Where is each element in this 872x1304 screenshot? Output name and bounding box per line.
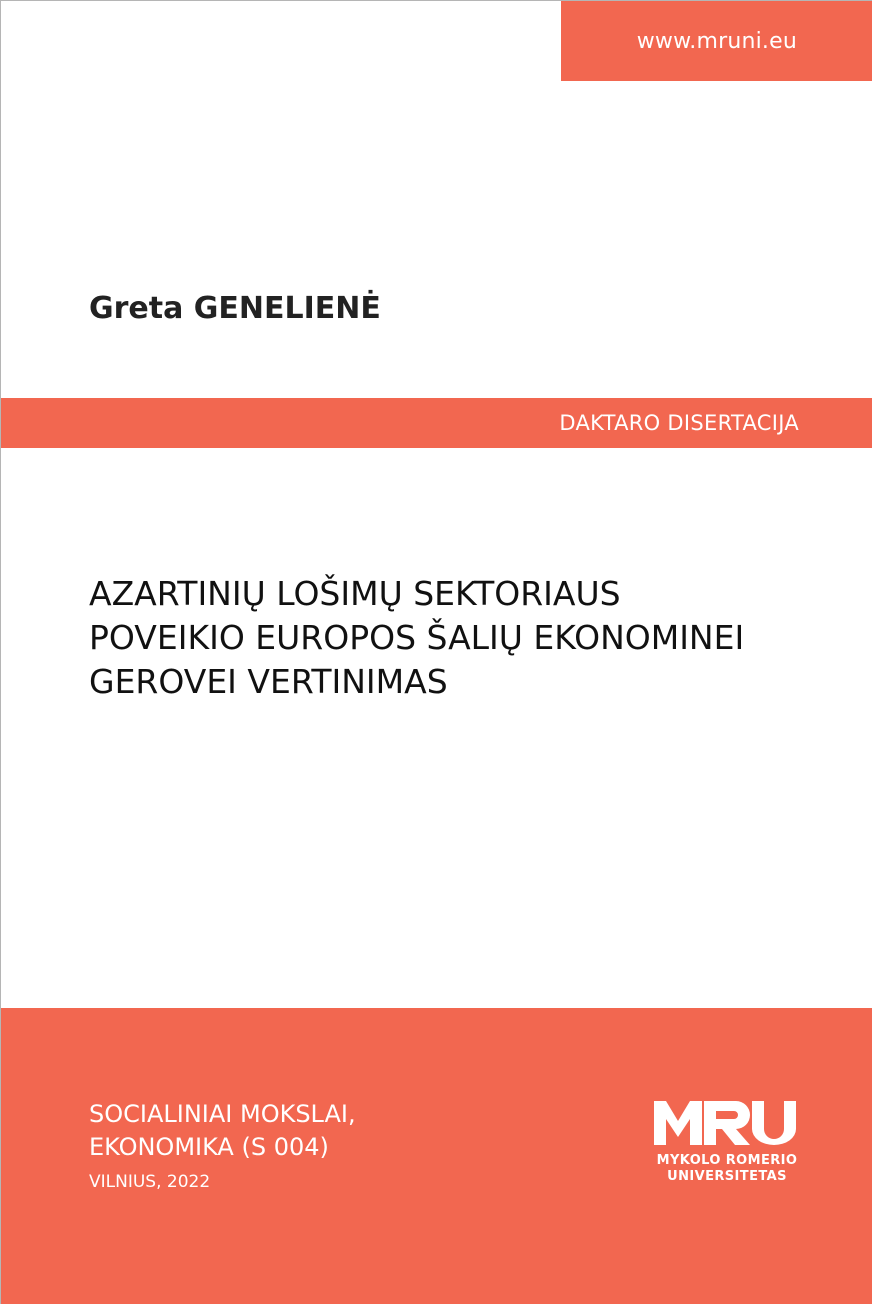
title-line: GEROVEI VERTINIMAS <box>89 662 448 701</box>
title-line: POVEIKIO EUROPOS ŠALIŲ EKONOMINEI <box>89 618 745 657</box>
url-banner <box>561 1 872 81</box>
logo-name-line: UNIVERSITETAS <box>667 1169 787 1184</box>
cover-footer <box>1 1008 872 1304</box>
document-type: DAKTARO DISERTACIJA <box>559 411 799 435</box>
author-name: Greta GENELIENĖ <box>89 291 381 326</box>
document-type-banner <box>1 398 872 448</box>
field-line: EKONOMIKA (S 004) <box>89 1133 329 1161</box>
university-logo <box>653 1101 801 1185</box>
city-year: VILNIUS, 2022 <box>89 1172 211 1192</box>
mru-logo-mark-icon <box>654 1101 800 1145</box>
field-line: SOCIALINIAI MOKSLAI, <box>89 1100 356 1128</box>
title-line: AZARTINIŲ LOŠIMŲ SEKTORIAUS <box>89 574 621 613</box>
science-field <box>89 1098 356 1164</box>
website-url[interactable]: www.mruni.eu <box>636 28 797 54</box>
logo-name-line: MYKOLO ROMERIO <box>656 1153 798 1168</box>
dissertation-title <box>89 572 829 704</box>
